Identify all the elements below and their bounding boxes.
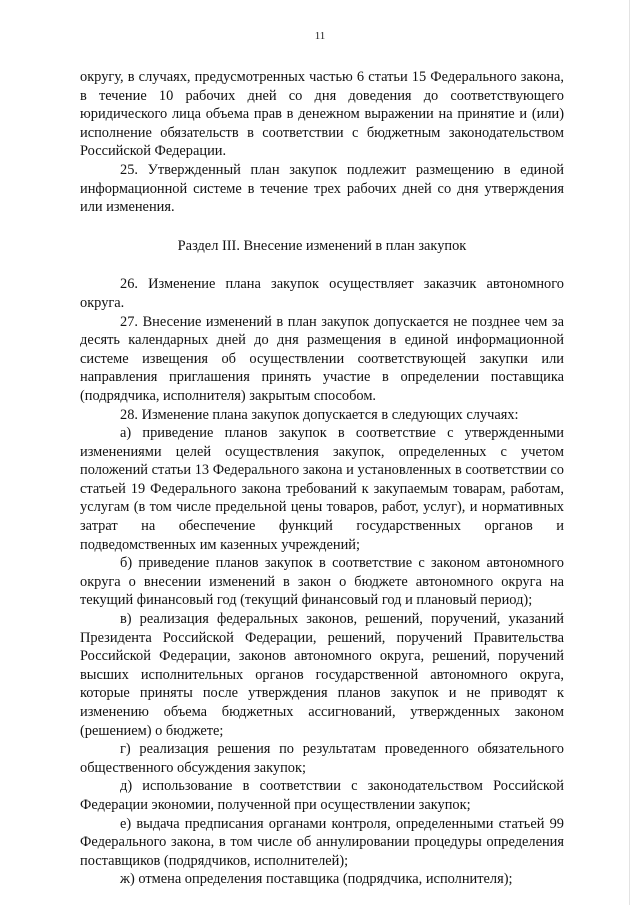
paragraph-27: 27. Внесение изменений в план закупок допускается не позднее чем за десять календарных дней до дня размещения в единой информационной системе извещения об осуществлении соответствующей закупки или направления приглашения принять участие в определении поставщика (подрядчика, исполнителя) закрытым способом. (80, 313, 564, 404)
paragraph-28: 28. Изменение плана закупок допускается в следующих случаях: (120, 406, 519, 423)
page-number: 11 (314, 30, 326, 42)
list-item-e: е) выдача предписания органами контроля, определенными статьей 99 Федерального закона, в том числе об аннулировании процедуры определения поставщиков (подрядчиков, исполнителей); (80, 815, 564, 869)
document-body (80, 68, 564, 889)
list-item-b: б) приведение планов закупок в соответствие с законом автономного округа о внесении изменений в закон о бюджете автономного округа на текущий финансовый год (текущий финансовый год и плановый период); (80, 555, 564, 609)
list-item-v: в) реализация федеральных законов, решений, поручений, указаний Президента Российской Федерации, решений, поручений Правительства Российской Федерации, законов автономного округа, решений, поручений высших исполнительных органов государственной автономного округа, которые приняты после утверждения планов закупок и не приводят к изменению объема бюджетных ассигнований, утвержденных законом (решением) о бюджете; (80, 611, 564, 739)
section-heading: Раздел III. Внесение изменений в план закупок (177, 237, 467, 254)
scan-edge-line (629, 0, 630, 905)
list-item-g: г) реализация решения по результатам проведенного обязательного общественного обсуждения закупок; (80, 741, 564, 776)
paragraph-25: 25. Утвержденный план закупок подлежит размещению в единой информационной системе в течение трех рабочих дней со дня утверждения или изменения. (80, 161, 564, 216)
list-item-d: д) использование в соответствии с законодательством Российской Федерации экономии, полученной при осуществлении закупок; (80, 778, 564, 813)
list-item-a: а) приведение планов закупок в соответствие с утвержденными изменениями целей осуществления закупок, определенных с учетом положений статьи 13 Федерального закона и установленных в соответствии со статьей 19 Федерального закона требований к закупаемым товарам, работам, услугам (в том числе предельной цены товаров, работ, услуг), и нормативных затрат на обеспечение функций государственных органов и подведомственных им казенных учреждений; (80, 425, 564, 553)
paragraph-continuation: округу, в случаях, предусмотренных частью 6 статьи 15 Федерального закона, в течение 10 рабочих дней со дня доведения до соответствующего юридического лица объема прав в денежном выражении на принятие и (или) исполнение обязательств в соответствии с бюджетным законодательством Российской Федерации. (80, 69, 564, 160)
list-item-zh: ж) отмена определения поставщика (подрядчика, исполнителя); (120, 871, 513, 888)
paragraph-26: 26. Изменение плана закупок осуществляет заказчик автономного округа. (80, 276, 564, 311)
